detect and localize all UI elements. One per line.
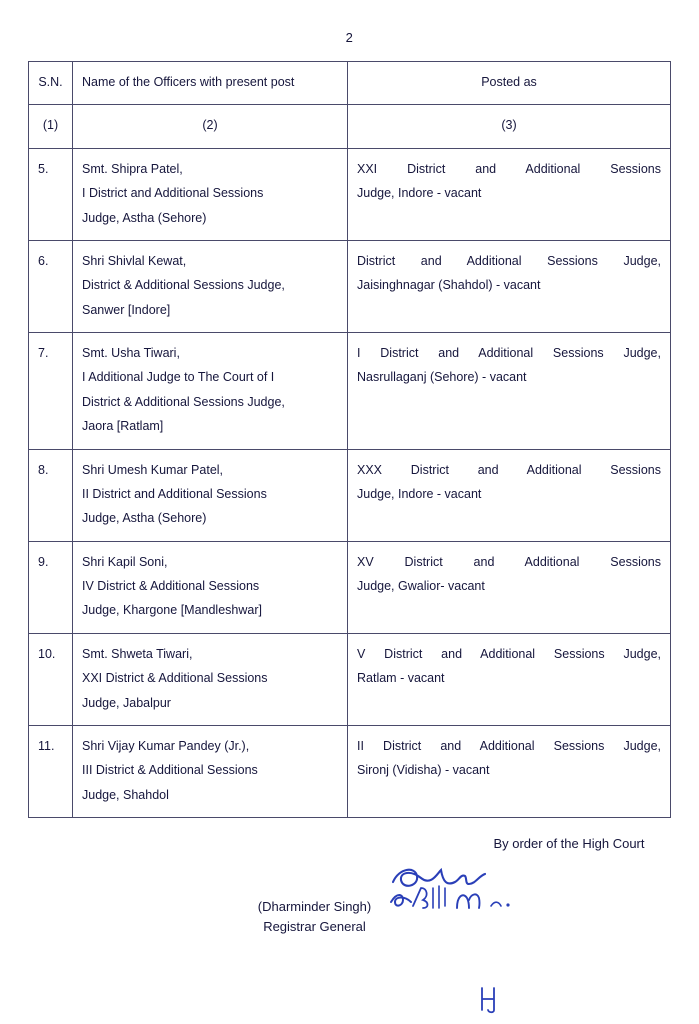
signatory-title: Registrar General [263,919,366,935]
posted-as-line: Sironj (Vidisha) - vacant [357,763,490,778]
officer-name-line: XXI District & Additional Sessions [82,671,268,686]
row-officer-name [73,333,348,450]
posted-as-line: Nasrullaganj (Sehore) - vacant [357,370,527,385]
officer-name-line: District & Additional Sessions Judge, [82,278,285,293]
table-row [29,725,671,817]
signatory-block [29,897,671,937]
signatory-name: (Dharminder Singh) [257,899,372,914]
officer-name-line: Judge, Khargone [Mandleshwar] [82,603,262,618]
row-officer-name [73,633,348,725]
table-row [29,541,671,633]
page-number: 2 [345,30,354,45]
row-serial-number: 6. [29,240,73,332]
posted-as-line: District and Additional Sessions Judge, [357,253,661,268]
officer-name-line: I Additional Judge to The Court of I [82,370,275,385]
row-posted-as [348,333,671,450]
officer-name-line: I District and Additional Sessions [82,186,264,201]
posted-as-line: Judge, Gwalior- vacant [357,579,485,593]
row-officer-name [73,725,348,817]
posted-as-line: II District and Additional Sessions Judge, [357,738,661,753]
initial-mark [477,984,503,1019]
officer-name-line: Jaora [Ratlam] [82,419,164,434]
posted-as-line: V District and Additional Sessions Judge, [357,646,661,661]
row-officer-name [73,449,348,541]
column-number-1: (1) [29,105,73,148]
table-row [29,333,671,450]
officer-name-line: Smt. Shipra Patel, [82,161,183,176]
table-header-row [29,62,671,105]
row-officer-name [73,541,348,633]
officer-name-line: Smt. Shweta Tiwari, [82,646,193,661]
row-serial-number: 11. [29,725,73,817]
row-posted-as [348,633,671,725]
posted-as-line: XV District and Additional Sessions [357,554,661,569]
table-row [29,148,671,240]
posted-as-line: Ratlam - vacant [357,671,445,686]
row-posted-as [348,725,671,817]
officer-name-line: II District and Additional Sessions [82,486,267,501]
row-serial-number: 7. [29,333,73,450]
table-row [29,240,671,332]
column-header-name: Name of the Officers with present post [73,62,348,105]
transfer-order-table [28,61,671,818]
table-row [29,449,671,541]
row-serial-number: 5. [29,148,73,240]
officer-name-line: Judge, Shahdol [82,787,169,802]
column-number-2: (2) [73,105,348,148]
officer-name-line: District & Additional Sessions Judge, [82,394,285,409]
officer-name-line: Shri Vijay Kumar Pandey (Jr.), [82,738,250,753]
row-officer-name [73,240,348,332]
officer-name-line: III District & Additional Sessions [82,763,258,778]
officer-name-line: IV District & Additional Sessions [82,579,260,593]
officer-name-line: Shri Umesh Kumar Patel, [82,462,224,477]
officer-name-line: Smt. Usha Tiwari, [82,346,180,360]
column-header-sn: S.N. [29,62,73,105]
posted-as-line: XXX District and Additional Sessions [357,462,661,477]
posted-as-line: Judge, Indore - vacant [357,186,482,201]
posted-as-line: I District and Additional Sessions Judge, [357,346,661,360]
officer-name-line: Judge, Jabalpur [82,695,171,710]
row-posted-as [348,240,671,332]
table-body [29,148,671,817]
column-number-3: (3) [348,105,671,148]
posted-as-line: Judge, Indore - vacant [357,486,482,501]
row-posted-as [348,541,671,633]
row-posted-as [348,148,671,240]
row-officer-name [73,148,348,240]
document-footer [29,818,671,937]
posted-as-line: Jaisinghnagar (Shahdol) - vacant [357,278,541,293]
row-serial-number: 8. [29,449,73,541]
by-order-text: By order of the High Court [493,836,645,851]
officer-name-line: Judge, Astha (Sehore) [82,511,207,526]
officer-name-line: Judge, Astha (Sehore) [82,210,207,225]
posted-as-line: XXI District and Additional Sessions [357,161,661,176]
officer-name-line: Shri Kapil Soni, [82,554,168,569]
officer-name-line: Sanwer [Indore] [82,302,171,317]
row-serial-number: 10. [29,633,73,725]
row-serial-number: 9. [29,541,73,633]
table-row [29,633,671,725]
column-header-posted-as: Posted as [348,62,671,105]
row-posted-as [348,449,671,541]
column-number-row [29,105,671,148]
officer-name-line: Shri Shivlal Kewat, [82,253,187,268]
